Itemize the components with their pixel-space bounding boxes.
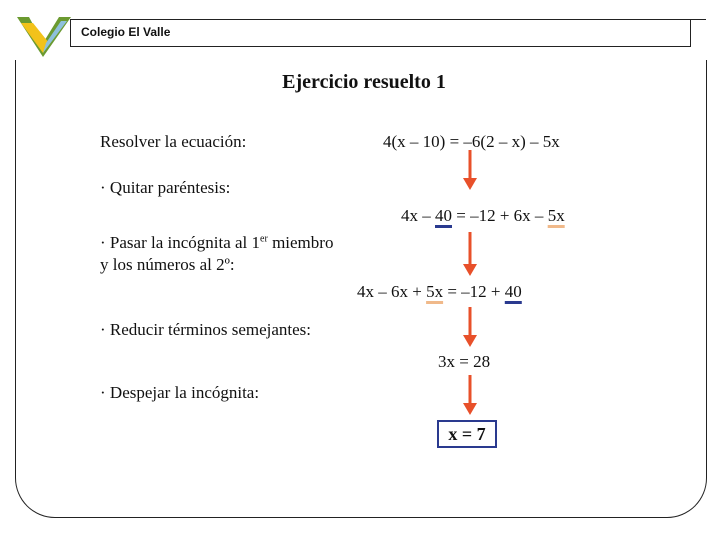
step-pasar-text: · Pasar la incógnita al 1 bbox=[100, 233, 261, 252]
equation-step-3 bbox=[357, 282, 522, 302]
header-divider bbox=[690, 19, 706, 47]
eq3-term-5x: 5x bbox=[426, 282, 444, 301]
step-pasar-sup: er bbox=[260, 233, 268, 245]
eq3-term-40: 40 bbox=[504, 282, 522, 301]
equation-step-4: 3x = 28 bbox=[438, 352, 491, 371]
eq2-part-c: = –12 + 6x – bbox=[452, 206, 548, 225]
step-resolver: Resolver la ecuación: bbox=[100, 132, 247, 151]
equation-original: 4(x – 10) = –6(2 – x) – 5x bbox=[383, 132, 560, 151]
eq3-part-c: = –12 + bbox=[443, 282, 505, 301]
step-pasar-text-end: miembro bbox=[267, 233, 334, 252]
step-pasar-line2: y los números al 2º: bbox=[100, 255, 235, 274]
result-box: x = 7 bbox=[437, 420, 497, 448]
down-arrow-icon bbox=[463, 307, 477, 347]
down-arrow-icon bbox=[463, 150, 477, 190]
eq2-term-5x: 5x bbox=[547, 206, 565, 225]
eq2-term-40: 40 bbox=[435, 206, 452, 225]
eq2-part-a: 4x – bbox=[401, 206, 435, 225]
header-bar bbox=[70, 19, 691, 47]
step-pasar bbox=[100, 233, 333, 253]
step-quitar: · Quitar paréntesis: bbox=[100, 178, 231, 197]
school-name: Colegio El Valle bbox=[81, 25, 171, 39]
down-arrow-icon bbox=[463, 232, 477, 276]
page-title: Ejercicio resuelto 1 bbox=[282, 71, 446, 93]
eq3-part-a: 4x – 6x + bbox=[357, 282, 427, 301]
school-logo bbox=[15, 13, 73, 61]
equation-step-2 bbox=[401, 206, 565, 226]
step-despejar: · Despejar la incógnita: bbox=[100, 383, 260, 402]
down-arrow-icon bbox=[463, 375, 477, 415]
step-reducir: · Reducir términos semejantes: bbox=[100, 320, 312, 339]
